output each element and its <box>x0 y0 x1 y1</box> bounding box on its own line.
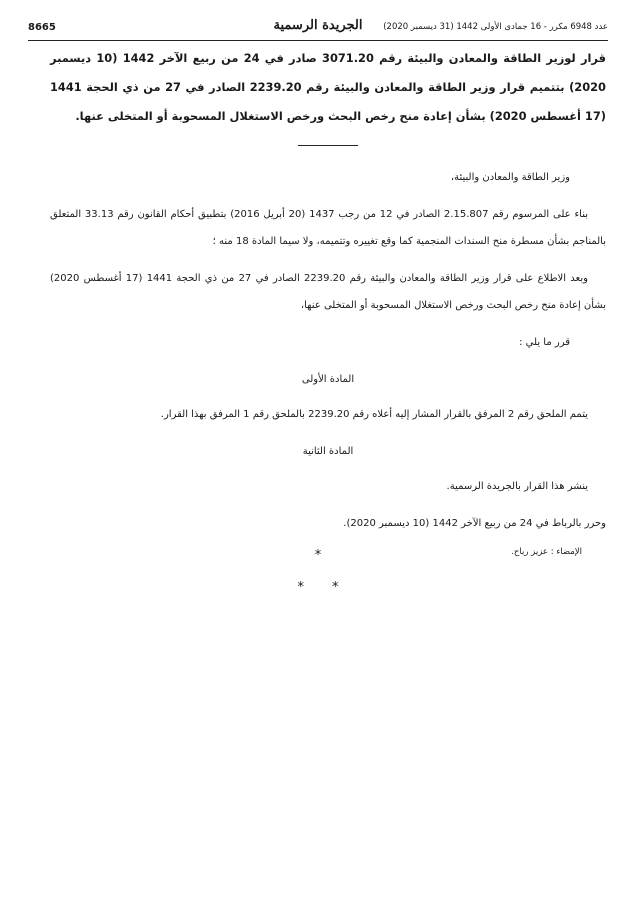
document-body <box>50 44 606 570</box>
ornament-bottom <box>0 580 636 595</box>
done-at: وحرر بالرباط في 24 من ربيع الآخر 1442 (10 ديسمبر 2020). <box>343 518 606 529</box>
minister-line: وزير الطاقة والمعادن والبيئة، <box>450 172 570 183</box>
decision-title: قرار لوزير الطاقة والمعادن والبيئة رقم 3071.20 صادر في 24 من ربيع الآخر 1442 (10 ديسمبر 2020) بتتميم قرار وزير الطاقة والمعادن والبيئة رقم 2239.20 الصادر في 27 من ذي الحجة 1441 (17 أغسطس 2020) بشأن إعادة منح رخص البحث ورخص الاستغلال المسحوبة أو المتخلى عنها. <box>50 51 606 123</box>
star-ornament: * <box>314 548 322 563</box>
issue-info: عدد 6948 مكرر - 16 جمادى الأولى 1442 (31 ديسمبر 2020) <box>383 22 608 32</box>
gazette-title: الجريدة الرسمية <box>273 18 363 33</box>
page-number: 8665 <box>28 22 56 33</box>
decision-reference: وبعد الاطلاع على قرار وزير الطاقة والمعادن والبيئة رقم 2239.20 الصادر في 27 من ذي الحجة 1441 (17 أغسطس 2020) بشأن إعادة منح رخص البحث ورخص الاستغلال المسحوبة أو المتخلى عنها، <box>50 273 606 311</box>
signature: الإمضاء : عزيز رباح. <box>511 547 582 557</box>
star-ornament: * <box>297 580 304 595</box>
article-2-text: ينشر هذا القرار بالجريدة الرسمية. <box>446 481 588 492</box>
title-separator <box>298 145 358 146</box>
article-1-heading: المادة الأولى <box>301 374 355 385</box>
page-header <box>28 18 608 41</box>
star-ornament: * <box>332 580 339 595</box>
decree-reference: بناء على المرسوم رقم 2.15.807 الصادر في 12 من رجب 1437 (20 أبريل 2016) بتطبيق أحكام القانون رقم 33.13 المتعلق بالمناجم بشأن مسطرة منح السندات المنجمية كما وقع تغييره وتتميمه، ولا سيما المادة 18 منه ؛ <box>50 209 606 247</box>
article-1-text: يتمم الملحق رقم 2 المرفق بالقرار المشار إليه أعلاه رقم 2239.20 بالملحق رقم 1 المرفق بهذا القرار. <box>160 409 588 420</box>
decides-line: قرر ما يلي : <box>519 337 570 348</box>
ornament-top <box>0 548 636 563</box>
article-2-heading: المادة الثانية <box>302 446 354 457</box>
